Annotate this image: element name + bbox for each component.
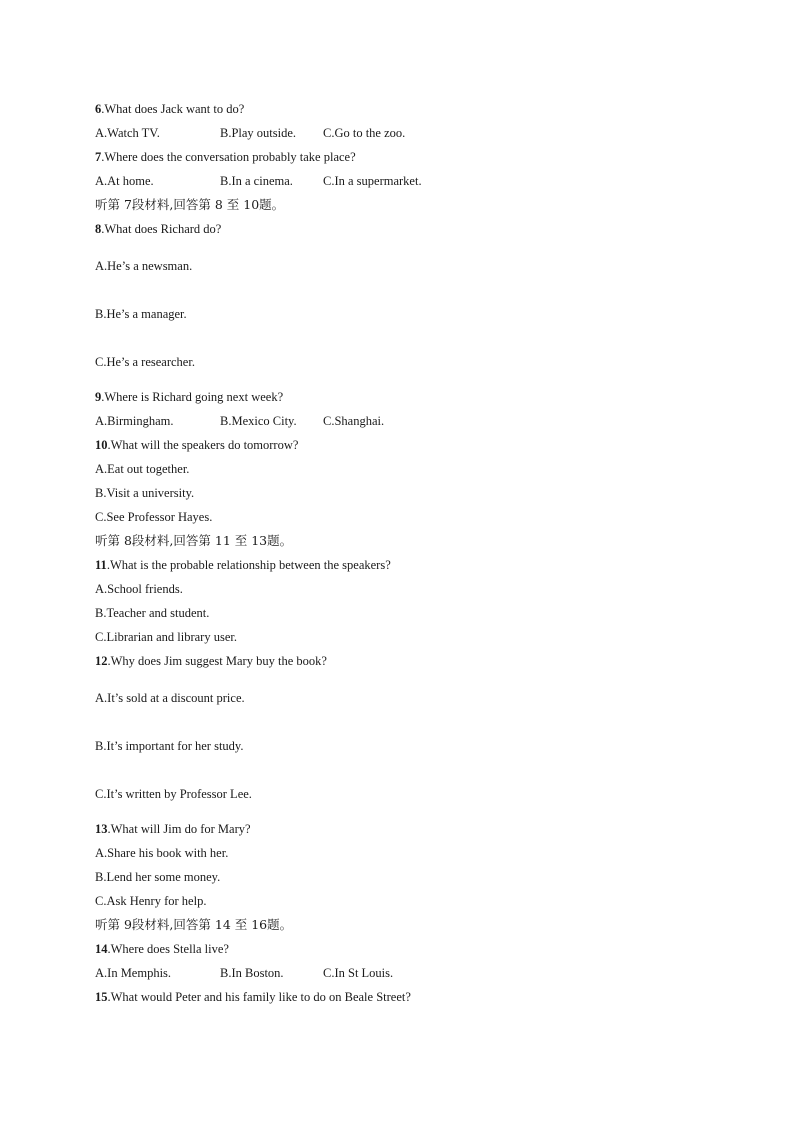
question-text: .Where does Stella live?	[107, 942, 229, 956]
question-number: 11	[95, 558, 107, 572]
question-12	[95, 653, 327, 669]
question-number: 15	[95, 990, 108, 1004]
option-b: B.It’s important for her study.	[95, 739, 244, 753]
option-c: C.In a supermarket.	[323, 174, 422, 188]
section-heading: 听第 9段材料,回答第 14 至 16题。	[95, 917, 293, 932]
section-heading: 听第 8段材料,回答第 11 至 13题。	[95, 533, 293, 548]
option-b: B.Visit a university.	[95, 486, 195, 500]
question-text: .Where is Richard going next week?	[101, 390, 284, 404]
question-text: .What would Peter and his family like to do on Beale Street?	[107, 990, 411, 1004]
question-number: 7	[95, 150, 102, 164]
option-c: C.See Professor Hayes.	[95, 510, 213, 524]
question-9	[95, 389, 283, 405]
question-number: 13	[95, 822, 108, 836]
question-text: .What is the probable relationship between the speakers?	[106, 558, 391, 572]
question-text: .What does Richard do?	[101, 222, 222, 236]
option-c: C.It’s written by Professor Lee.	[95, 787, 252, 801]
question-text: .Where does the conversation probably take place?	[101, 150, 356, 164]
question-10	[95, 437, 298, 453]
option-c: C.Librarian and library user.	[95, 630, 237, 644]
option-a: A.Birmingham.	[95, 414, 174, 428]
question-number: 14	[95, 942, 108, 956]
option-c: C.Go to the zoo.	[323, 126, 406, 140]
option-c: C.He’s a researcher.	[95, 355, 195, 369]
question-text: .What will the speakers do tomorrow?	[107, 438, 299, 452]
section-heading: 听第 7段材料,回答第 8 至 10题。	[95, 197, 285, 212]
question-8	[95, 221, 221, 237]
option-c: C.In St Louis.	[323, 966, 394, 980]
option-b: B.In a cinema.	[220, 174, 293, 188]
question-13	[95, 821, 251, 837]
option-a: A.School friends.	[95, 582, 183, 596]
option-c: C.Shanghai.	[323, 414, 385, 428]
question-number: 10	[95, 438, 108, 452]
option-a: A.Share his book with her.	[95, 846, 229, 860]
question-text: .Why does Jim suggest Mary buy the book?	[107, 654, 327, 668]
question-15	[95, 989, 411, 1005]
option-a: A.Watch TV.	[95, 126, 160, 140]
option-a: A.In Memphis.	[95, 966, 172, 980]
option-a: A.Eat out together.	[95, 462, 190, 476]
question-text: .What does Jack want to do?	[101, 102, 245, 116]
option-a: A.At home.	[95, 174, 154, 188]
question-6	[95, 101, 244, 117]
option-b: B.Play outside.	[220, 126, 297, 140]
question-number: 9	[95, 390, 102, 404]
option-b: B.Mexico City.	[220, 414, 297, 428]
option-b: B.In Boston.	[220, 966, 284, 980]
question-7	[95, 149, 356, 165]
option-b: B.He’s a manager.	[95, 307, 187, 321]
question-11	[95, 557, 391, 573]
option-a: A.He’s a newsman.	[95, 259, 193, 273]
question-14	[95, 941, 229, 957]
question-number: 6	[95, 102, 102, 116]
question-number: 8	[95, 222, 102, 236]
option-b: B.Teacher and student.	[95, 606, 210, 620]
question-text: .What will Jim do for Mary?	[107, 822, 251, 836]
option-b: B.Lend her some money.	[95, 870, 221, 884]
question-number: 12	[95, 654, 108, 668]
option-c: C.Ask Henry for help.	[95, 894, 207, 908]
option-a: A.It’s sold at a discount price.	[95, 691, 245, 705]
